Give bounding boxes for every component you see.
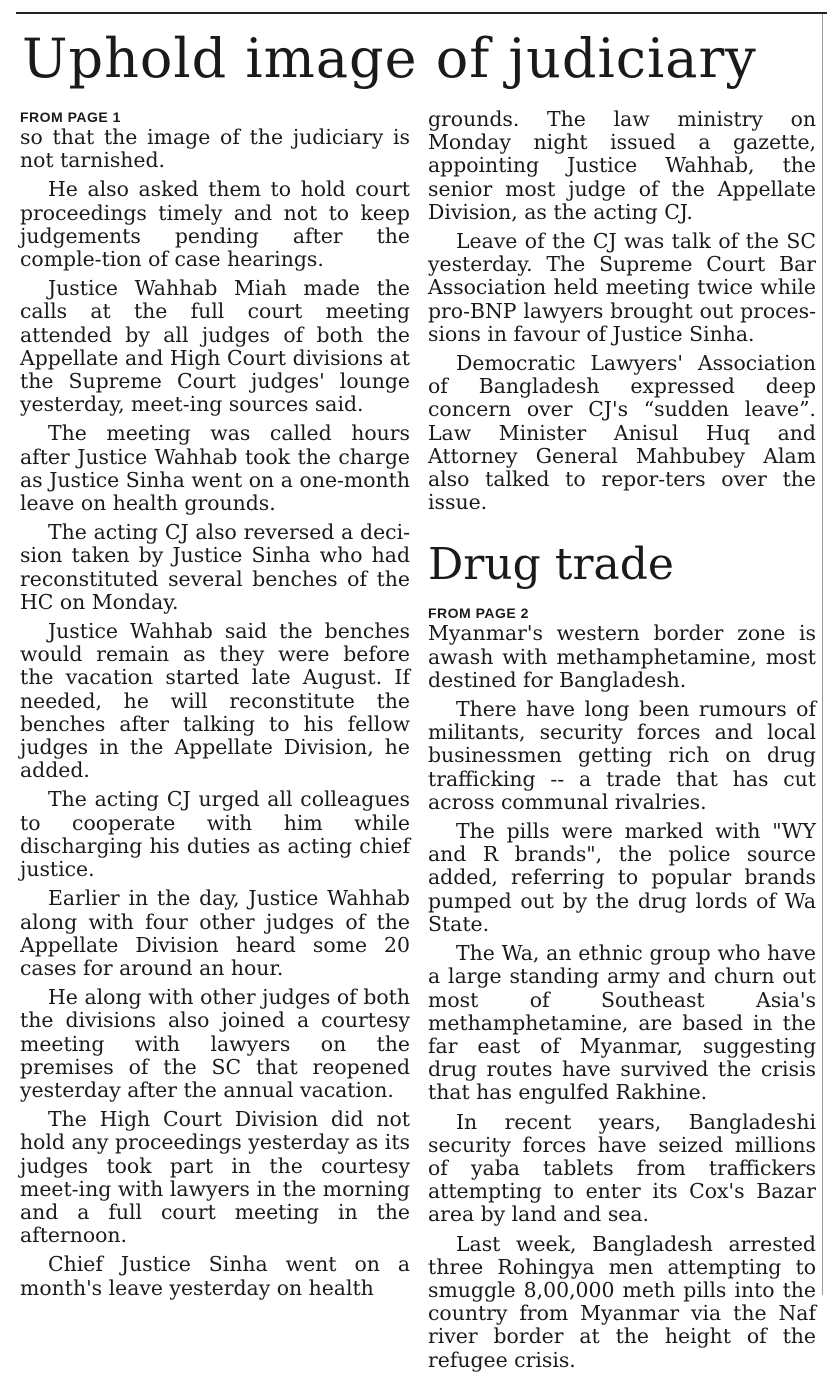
article-paragraph: Myanmar's western border zone is awash with methamphetamine, most destined for Bangladesh.	[428, 621, 816, 692]
side-rule	[822, 14, 823, 1295]
left-column	[20, 108, 410, 1306]
dateline: FROM PAGE 1	[20, 109, 121, 125]
article-paragraph: Earlier in the day, Justice Wahhab along with four other judges of the Appellate Division heard some 20 cases for around an hour.	[20, 886, 410, 980]
article-paragraph: Leave of the CJ was talk of the SC yesterday. The Supreme Court Bar Association held meeting twice while pro-BNP lawyers brought out proces-sions in favour of Justice Sinha.	[428, 229, 816, 346]
article-paragraph: The pills were marked with "WY and R brands", the police source added, referring to popular brands pumped out by the drug lords of Wa State.	[428, 819, 816, 936]
article-paragraph: There have long been rumours of militants, security forces and local businessmen getting rich on drug trafficking -- a trade that has cut across communal rivalries.	[428, 697, 816, 814]
article-paragraph: Justice Wahhab Miah made the calls at the full court meeting attended by all judges of both the Appellate and High Court divisions at the Supreme Court judges' lounge yesterday, meet-ing sources said.	[20, 276, 410, 417]
article-paragraph: Democratic Lawyers' Association of Bangladesh expressed deep concern over CJ's “sudden leave”. Law Minister Anisul Huq and Attorney General Mahbubey Alam also talked to repor-ters over the issue.	[428, 351, 816, 515]
article-paragraph: grounds. The law ministry on Monday night issued a gazette, appointing Justice Wahhab, the senior most judge of the Appellate Division, as the acting CJ.	[428, 107, 816, 224]
article-paragraph: He along with other judges of both the divisions also joined a courtesy meeting with lawyers on the premises of the SC that reopened yesterday after the annual vacation.	[20, 985, 410, 1102]
article-paragraph: The High Court Division did not hold any proceedings yesterday as its judges took part in the courtesy meet-ing with lawyers in the morning and a full court meeting in the afternoon.	[20, 1107, 410, 1248]
article-paragraph: He also asked them to hold court proceedings timely and not to keep judgements pending after the comple-tion of case hearings.	[20, 177, 410, 272]
section-headline: Drug trade	[428, 539, 674, 591]
article-paragraph: The acting CJ also reversed a deci-sion taken by Justice Sinha who had reconstituted several benches of the HC on Monday.	[20, 520, 410, 614]
article-paragraph: Last week, Bangladesh arrested three Rohingya men attempting to smuggle 8,00,000 meth pills into the country from Myanmar via the Naf river border at the height of the refugee crisis.	[428, 1231, 816, 1372]
article-paragraph: Justice Wahhab said the benches would remain as they were before the vacation started late August. If needed, he will reconstitute the benches after talking to his fellow judges in the Appellate Division, he added.	[20, 619, 410, 783]
article-paragraph: In recent years, Bangladeshi security forces have seized millions of yaba tablets from traffickers attempting to enter its Cox's Bazar area by land and sea.	[428, 1109, 816, 1227]
article-paragraph: The Wa, an ethnic group who have a large standing army and churn out most of Southeast Asia's methamphetamine, are based in the far east of Myanmar, suggesting drug routes have survived the crisis that has engulfed Rakhine.	[428, 941, 816, 1105]
right-column	[428, 108, 816, 1378]
article-paragraph: Chief Justice Sinha went on a month's leave yesterday on health	[20, 1252, 410, 1300]
article-headline: Uphold image of judiciary	[22, 27, 757, 90]
article-paragraph: so that the image of the judiciary is not tarnished.	[20, 125, 410, 173]
article-paragraph: The meeting was called hours after Justice Wahhab took the charge as Justice Sinha went on a one-month leave on health grounds.	[20, 421, 410, 516]
article-paragraph: The acting CJ urged all colleagues to cooperate with him while discharging his duties as acting chief justice.	[20, 787, 410, 882]
top-rule	[16, 12, 827, 14]
dateline: FROM PAGE 2	[428, 605, 529, 622]
